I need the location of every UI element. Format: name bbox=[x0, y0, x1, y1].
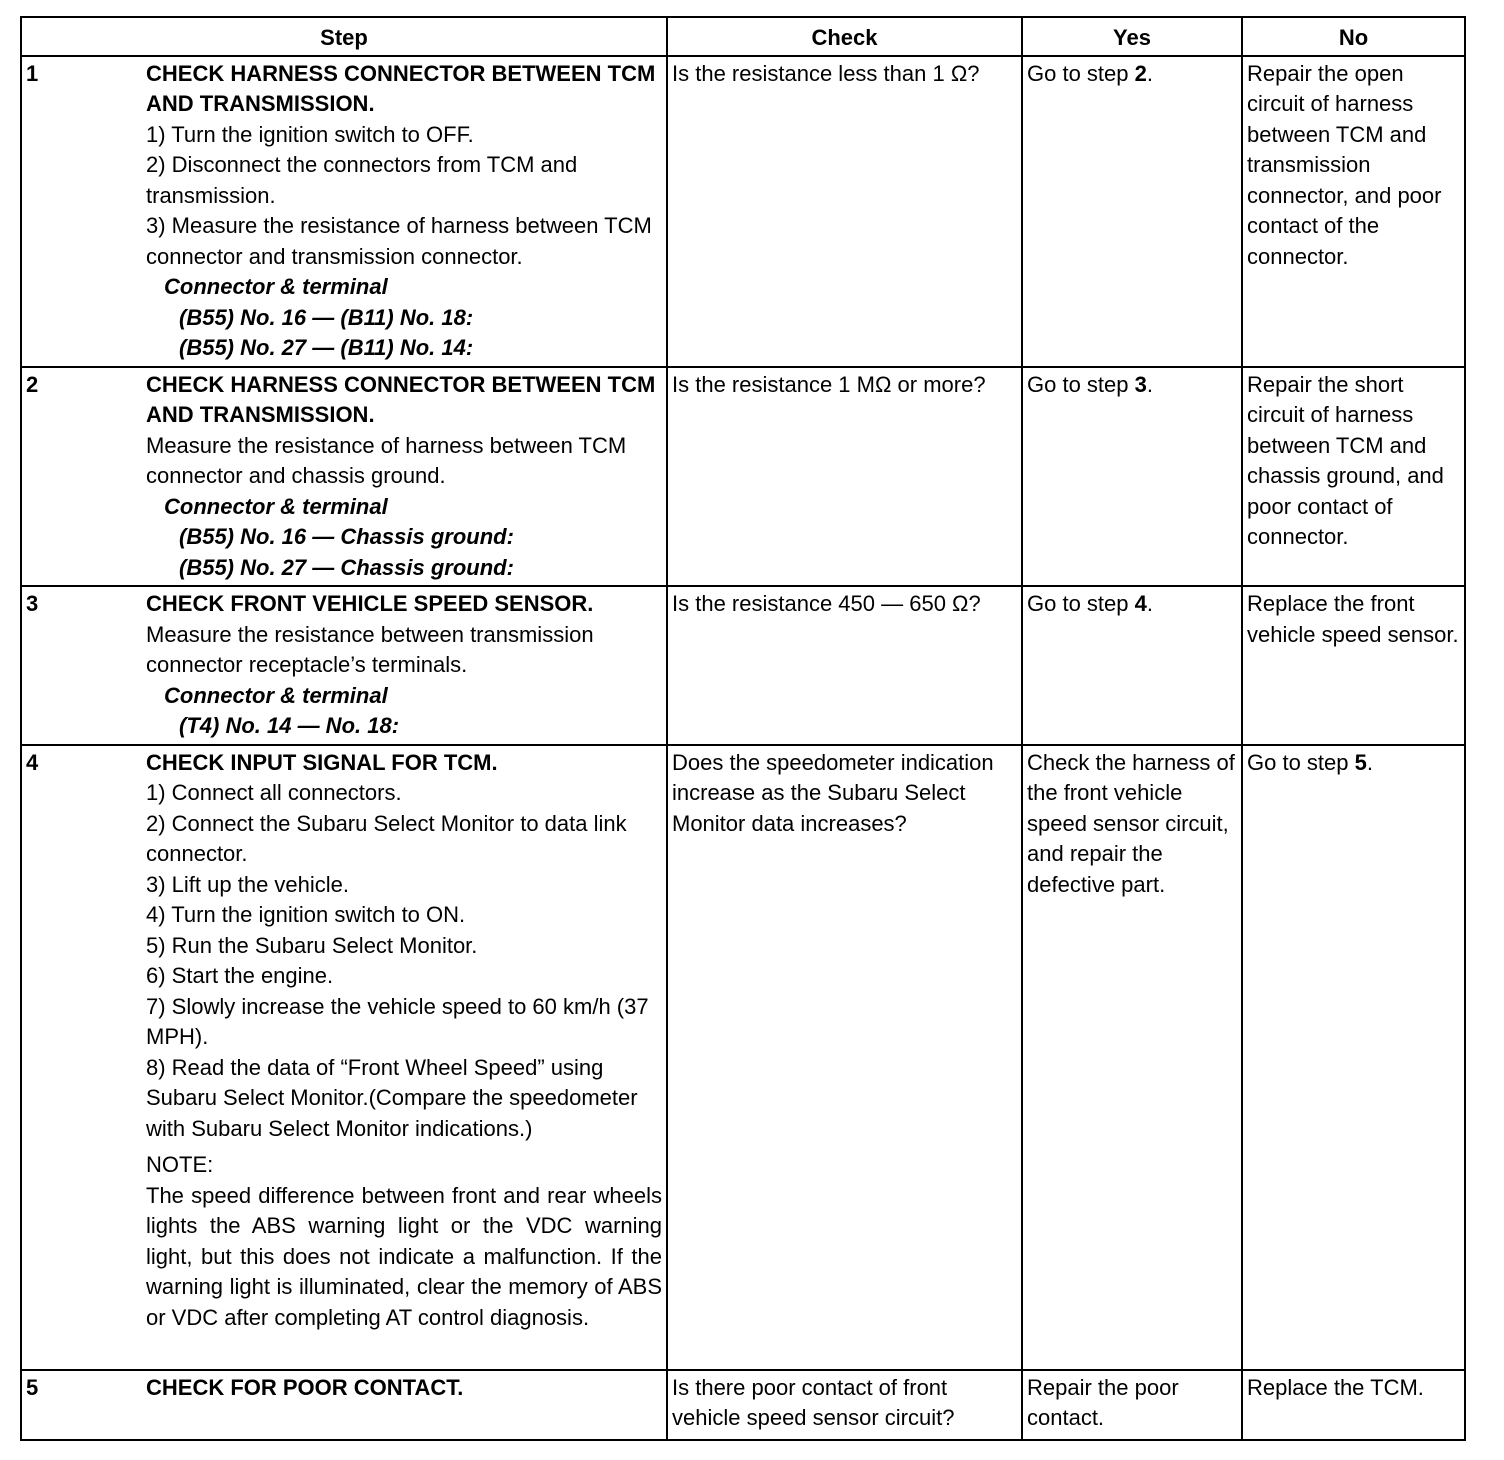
check-cell: Is there poor contact of front vehicle speed sensor circuit? bbox=[667, 1370, 1022, 1440]
step-instruction: 1) Turn the ignition switch to OFF. bbox=[146, 121, 474, 147]
step-cell bbox=[21, 367, 667, 587]
connector-terminal-value: (B55) No. 27 — (B11) No. 14: bbox=[179, 335, 474, 360]
table-row bbox=[21, 1370, 1465, 1440]
step-number: 1 bbox=[26, 60, 39, 86]
header-check: Check bbox=[667, 17, 1022, 56]
diagnostic-table bbox=[20, 16, 1466, 1441]
check-cell: Is the resistance less than 1 Ω? bbox=[667, 56, 1022, 367]
step-cell bbox=[21, 1370, 667, 1440]
step-cell bbox=[21, 56, 667, 367]
diagnostic-page bbox=[20, 16, 1464, 1441]
check-cell: Is the resistance 1 MΩ or more? bbox=[667, 367, 1022, 587]
step-instruction: 2) Connect the Subaru Select Monitor to data link connector. bbox=[146, 810, 627, 866]
yes-cell bbox=[1022, 586, 1242, 745]
note-text: The speed difference between front and rear wheels lights the ABS warning light or the VDC warning light, but this does not indicate a malfunction. If the warning light is illuminated, clear the memory of ABS or VDC after completing AT control diagnosis. bbox=[146, 1182, 662, 1330]
connector-terminal-value: (B55) No. 16 — (B11) No. 18: bbox=[179, 304, 474, 330]
step-instruction: 3) Lift up the vehicle. bbox=[146, 871, 350, 897]
connector-terminal-label: Connector & terminal bbox=[164, 682, 388, 708]
check-cell: Is the resistance 450 — 650 Ω? bbox=[667, 586, 1022, 745]
step-cell bbox=[21, 586, 667, 745]
step-title: CHECK FRONT VEHICLE SPEED SENSOR. bbox=[146, 591, 594, 616]
step-title: CHECK INPUT SIGNAL FOR TCM. bbox=[146, 749, 498, 775]
yes-text: Go to step bbox=[1027, 371, 1135, 397]
check-cell: Does the speedometer indication increase as the Subaru Select Monitor data increases? bbox=[667, 745, 1022, 1370]
no-cell bbox=[1242, 745, 1465, 1370]
yes-suffix: . bbox=[1146, 371, 1153, 397]
header-yes: Yes bbox=[1022, 17, 1242, 56]
step-instruction: 7) Slowly increase the vehicle speed to 60 km/h (37 MPH). bbox=[146, 993, 649, 1049]
step-title: CHECK FOR POOR CONTACT. bbox=[146, 1374, 464, 1400]
no-suffix: . bbox=[1366, 749, 1373, 775]
step-number: 3 bbox=[26, 591, 39, 616]
step-instruction: 6) Start the engine. bbox=[146, 963, 334, 988]
table-row bbox=[21, 745, 1465, 1370]
table-row bbox=[21, 56, 1465, 367]
yes-suffix: . bbox=[1146, 60, 1153, 86]
header-no: No bbox=[1242, 17, 1465, 56]
step-number: 2 bbox=[26, 371, 39, 397]
yes-text: Go to step bbox=[1027, 60, 1135, 86]
step-number: 5 bbox=[26, 1374, 39, 1400]
step-instruction: Measure the resistance of harness between TCM connector and chassis ground. bbox=[146, 432, 627, 488]
yes-step-number: 4 bbox=[1134, 591, 1147, 616]
yes-cell bbox=[1022, 367, 1242, 587]
step-instruction: 5) Run the Subaru Select Monitor. bbox=[146, 932, 478, 958]
yes-step-number: 3 bbox=[1134, 371, 1147, 397]
step-instruction: 8) Read the data of “Front Wheel Speed” using Subaru Select Monitor.(Compare the speedometer with Subaru Select Monitor indications.) bbox=[146, 1054, 638, 1141]
step-instruction: 3) Measure the resistance of harness between TCM connector and transmission connector. bbox=[146, 213, 652, 269]
yes-cell: Repair the poor contact. bbox=[1022, 1370, 1242, 1440]
connector-terminal-value: (B55) No. 27 — Chassis ground: bbox=[179, 554, 514, 580]
header-row bbox=[21, 17, 1465, 56]
yes-step-number: 2 bbox=[1134, 60, 1147, 86]
no-cell: Repair the short circuit of harness between TCM and chassis ground, and poor contact of connector. bbox=[1242, 367, 1465, 587]
connector-terminal-value: (T4) No. 14 — No. 18: bbox=[179, 713, 400, 738]
no-cell: Replace the TCM. bbox=[1242, 1370, 1465, 1440]
yes-cell bbox=[1022, 56, 1242, 367]
connector-terminal-value: (B55) No. 16 — Chassis ground: bbox=[179, 524, 514, 549]
step-title: CHECK HARNESS CONNECTOR BETWEEN TCM AND TRANSMISSION. bbox=[146, 60, 656, 116]
note-label: NOTE: bbox=[146, 1152, 214, 1177]
connector-terminal-label: Connector & terminal bbox=[164, 274, 388, 299]
no-step-number: 5 bbox=[1354, 749, 1367, 775]
step-cell bbox=[21, 745, 667, 1370]
table-row bbox=[21, 367, 1465, 587]
yes-cell: Check the harness of the front vehicle speed sensor circuit, and repair the defective part. bbox=[1022, 745, 1242, 1370]
table-row bbox=[21, 586, 1465, 745]
yes-suffix: . bbox=[1146, 591, 1153, 616]
step-instruction: 2) Disconnect the connectors from TCM and transmission. bbox=[146, 152, 578, 208]
no-text: Go to step bbox=[1247, 749, 1355, 775]
step-number: 4 bbox=[26, 749, 39, 775]
no-cell: Replace the front vehicle speed sensor. bbox=[1242, 586, 1465, 745]
connector-terminal-label: Connector & terminal bbox=[164, 493, 388, 519]
no-cell: Repair the open circuit of harness between TCM and transmission connector, and poor contact of the connector. bbox=[1242, 56, 1465, 367]
step-instruction: 4) Turn the ignition switch to ON. bbox=[146, 902, 466, 927]
step-instruction: Measure the resistance between transmission connector receptacle’s terminals. bbox=[146, 621, 594, 677]
step-instruction: 1) Connect all connectors. bbox=[146, 780, 402, 805]
step-title: CHECK HARNESS CONNECTOR BETWEEN TCM AND TRANSMISSION. bbox=[146, 371, 656, 427]
yes-text: Go to step bbox=[1027, 591, 1135, 616]
header-step: Step bbox=[21, 17, 667, 56]
